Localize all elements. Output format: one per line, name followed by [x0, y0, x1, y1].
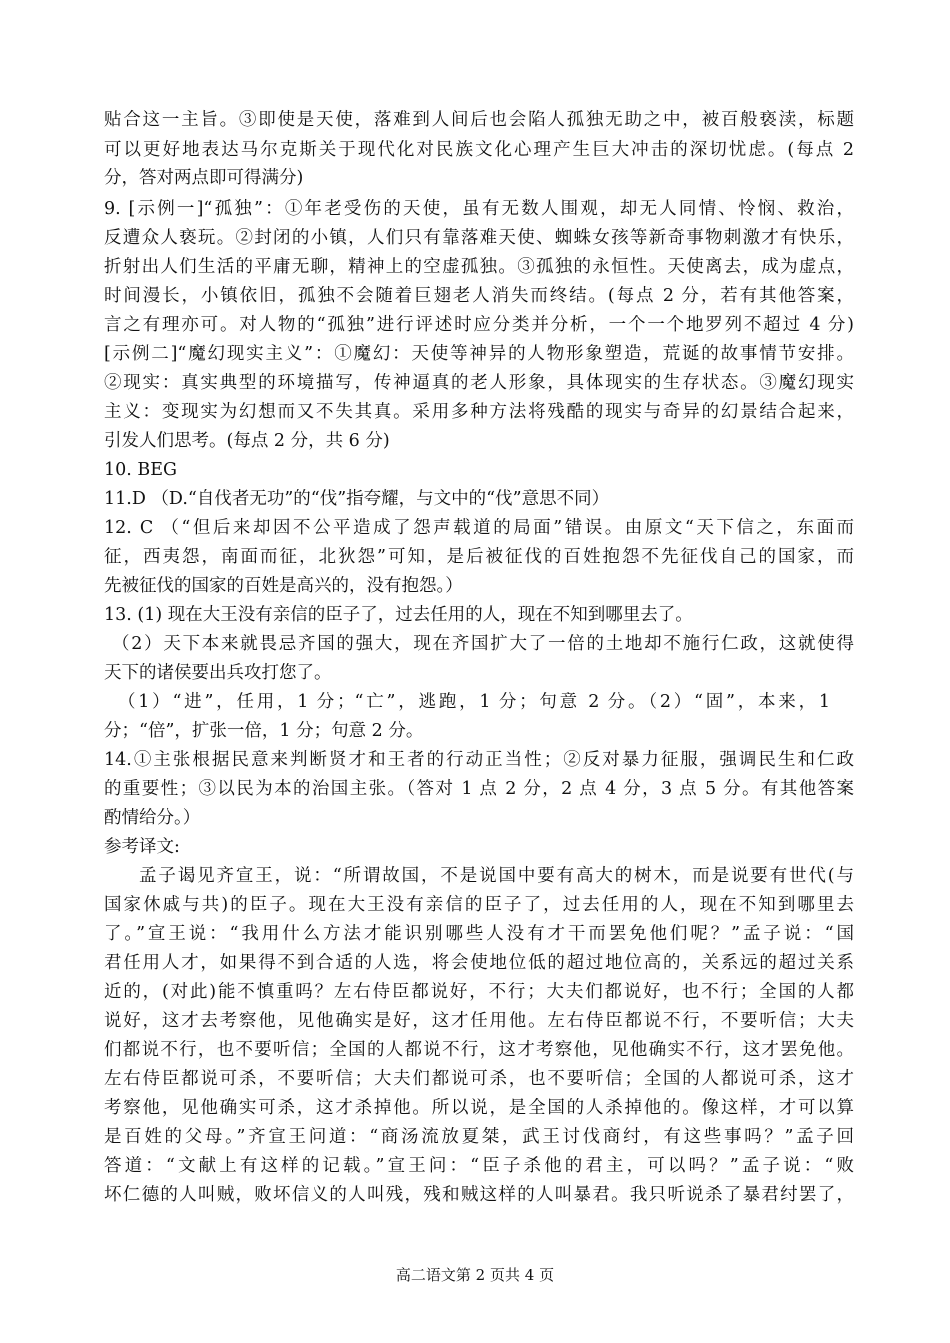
text-line: ②现实：真实典型的环境描写，传神逼真的老人形象，具体现实的生存状态。③魔幻现实	[104, 373, 854, 393]
text-line: 征，西夷怨，南面而征，北狄怨”可知，是后被征伐的百姓抱怨不先征伐自己的国家，而	[104, 547, 854, 567]
translation-line: 们都说不行，也不要听信；全国的人都说不行，这才考察他，见他确实不行，这才罢免他。	[104, 1040, 854, 1060]
answer-13-line: 13. (1) 现在大王没有亲信的臣子了，过去任用的人，现在不知到哪里去了。	[104, 605, 693, 625]
translation-line: 是百姓的父母。”齐宣王问道：“商汤流放夏桀，武王讨伐商纣，有这些事吗？”孟子回	[104, 1127, 854, 1147]
text-line: 可以更好地表达马尔克斯关于现代化对民族文化心理产生巨大冲击的深切忧虑。(每点 2	[104, 140, 854, 160]
translation-heading: 参考译文:	[104, 837, 180, 857]
text-line: 折射出人们生活的平庸无聊，精神上的空虚孤独。③孤独的永恒性。天使离去，成为虚点，	[104, 257, 854, 277]
answer-11-line: 11.D （D.“自伐者无功”的“伐”指夸耀，与文中的“伐”意思不同）	[104, 489, 610, 509]
translation-line: 考察他，见他确实可杀，这才杀掉他。所以说，是全国的人杀掉他的。像这样，才可以算	[104, 1098, 854, 1118]
text-line: 的重要性；③以民为本的治国主张。（答对 1 点 2 分，2 点 4 分，3 点 5 分。有其他答案	[104, 779, 854, 799]
text-line: 酌情给分。）	[104, 808, 201, 828]
text-line: 主义：变现实为幻想而又不失其真。采用多种方法将残酷的现实与奇异的幻景结合起来，	[104, 402, 854, 422]
answer-14-line: 14.①主张根据民意来判断贤才和王者的行动正当性；②反对暴力征服，强调民生和仁政	[104, 750, 854, 770]
translation-line: 左右侍臣都说可杀，不要听信；大夫们都说可杀，也不要听信；全国的人都说可杀，这才	[104, 1069, 854, 1089]
translation-line: 近的，(对此)能不慎重吗？左右侍臣都说好，不行；大夫们都说好，也不行；全国的人都	[104, 982, 854, 1002]
text-line: 分；“倍”，扩张一倍，1 分；句意 2 分。	[104, 721, 424, 741]
translation-line: 孟子谒见齐宣王，说：“所谓故国，不是说国中要有高大的树木，而是说要有世代(与	[139, 866, 854, 886]
text-line: 引发人们思考。(每点 2 分，共 6 分)	[104, 431, 390, 451]
answer-9-line: 9. [示例一]“孤独”：①年老受伤的天使，虽有无数人围观，却无人同情、怜悯、救治，	[104, 199, 854, 219]
answer-10-line: 10. BEG	[104, 460, 178, 480]
text-line: 反遭众人亵玩。②封闭的小镇，人们只有靠落难天使、蜘蛛女孩等新奇事物刺激才有快乐，	[104, 228, 854, 248]
text-line: （1）“进”，任用，1 分；“亡”，逃跑，1 分；句意 2 分。（2）“固”，本来，1	[118, 692, 830, 712]
translation-line: 说好，这才去考察他，见他确实是好，这才任用他。左右侍臣都说不行，不要听信；大夫	[104, 1011, 854, 1031]
translation-line: 坏仁德的人叫贼，败坏信义的人叫残，残和贼这样的人叫暴君。我只听说杀了暴君纣罢了，	[104, 1185, 854, 1205]
page-footer: 高二语文第 2 页共 4 页	[395, 1266, 555, 1284]
text-line: [示例二]“魔幻现实主义”：①魔幻：天使等神异的人物形象塑造，荒诞的故事情节安排。	[104, 344, 854, 364]
text-line: （2）天下本来就畏忌齐国的强大，现在齐国扩大了一倍的土地却不施行仁政，这就使得	[112, 634, 854, 654]
text-line: 先被征伐的国家的百姓是高兴的，没有抱怨。）	[104, 576, 463, 596]
text-line: 言之有理亦可。对人物的“孤独”进行评述时应分类并分析，一个一个地罗列不超过 4 分)	[104, 315, 854, 335]
text-line: 贴合这一主旨。③即使是天使，落难到人间后也会陷人孤独无助之中，被百般亵渎，标题	[104, 110, 854, 130]
answer-12-line: 12. C （“但后来却因不公平造成了怨声载道的局面”错误。由原文“天下信之，东面而	[104, 518, 854, 538]
translation-line: 国家休戚与共)的臣子。现在大王没有亲信的臣子了，过去任用的人，现在不知到哪里去	[104, 895, 854, 915]
translation-line: 了。”宣王说：“我用什么方法才能识别哪些人没有才干而罢免他们呢？”孟子说：“国	[104, 924, 854, 944]
text-line: 分，答对两点即可得满分)	[104, 168, 304, 188]
text-line: 时间漫长，小镇依旧，孤独不会随着巨翅老人消失而终结。(每点 2 分，若有其他答案，	[104, 286, 854, 306]
translation-line: 答道：“文献上有这样的记载。”宣王问：“臣子杀他的君主，可以吗？”孟子说：“败	[104, 1156, 854, 1176]
translation-line: 君任用人才，如果得不到合适的人选，将会使地位低的超过地位高的，关系远的超过关系	[104, 953, 854, 973]
text-line: 天下的诸侯要出兵攻打您了。	[104, 663, 332, 683]
